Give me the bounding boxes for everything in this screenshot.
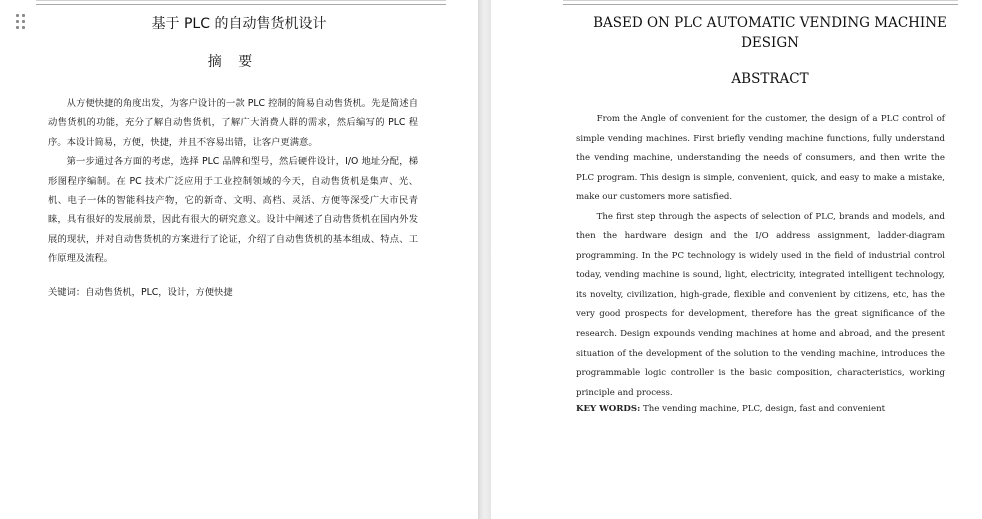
chinese-abstract-heading: 摘 要: [207, 54, 259, 70]
english-abstract-body: [576, 110, 945, 403]
chinese-title: 基于 PLC 的自动售货机设计: [151, 16, 327, 32]
page-top-rule: [563, 0, 958, 5]
english-title: BASED ON PLC AUTOMATIC VENDING MACHINE DESIGN: [593, 15, 947, 51]
chinese-paragraph-1: 从方便快捷的角度出发，为客户设计的一款 PLC 控制的简易自动售货机。先是简述自动售货机的功能，充分了解自动售货机，了解广大消费人群的需求，然后编写的 PLC 程序。本设计简易，方便，快捷，并且不容易出错，让客户更满意。: [48, 98, 418, 148]
english-abstract-heading: ABSTRACT: [731, 71, 809, 87]
page-gutter: [478, 0, 491, 519]
english-keywords: [576, 404, 885, 414]
chinese-paragraph-2: 第一步通过各方面的考虑，选择 PLC 品牌和型号，然后硬件设计，I/O 地址分配，梯形图程序编制。在 PC 技术广泛应用于工业控制领域的今天，自动售货机是集声、光、机、电子一体的智能科技产物，它的新奇、文明、高档、灵活、方便等深受广大市民青睐，具有很好的发展前景，因此有很大的研究意义。设计中阐述了自动售货机在国内外发展的现状，并对自动售货机的方案进行了论证，介绍了自动售货机的基本组成、特点、工作原理及流程。: [48, 156, 418, 265]
page-top-rule: [36, 0, 446, 5]
english-keywords-label: KEY WORDS:: [576, 404, 641, 414]
english-paragraph-1: From the Angle of convenient for the customer, the design of a PLC control of simple vending machines. First briefly vending machine functions, fully understand the vending machine, understanding the needs of consumers, and then write the PLC program. This design is simple, convenient, quick, and easy to make a mistake, make our customers more satisfied.: [576, 114, 945, 203]
chinese-keywords: 关键词：自动售货机，PLC，设计，方便快捷: [48, 287, 233, 298]
chinese-abstract-body: [48, 94, 418, 269]
document-page-left: [0, 0, 478, 519]
document-page-right: [491, 0, 982, 519]
english-keywords-text: The vending machine, PLC, design, fast and convenient: [643, 404, 886, 414]
english-paragraph-2: The first step through the aspects of selection of PLC, brands and models, and then the hardware design and the I/O address assignment, ladder-diagram programming. In the PC technology is widely used in the field of industrial control today, vending machine is sound, light, electricity, integrated intelligent technology, its novelty, civilization, high-grade, flexible and convenient by citizens, etc, has the very good prospects for development, therefore has the great significance of the research. Design expounds vending machines at home and abroad, and the present situation of the development of the solution to the vending machine, introduces the programmable logic controller is the basic composition, characteristics, working principle and process.: [576, 211, 945, 398]
